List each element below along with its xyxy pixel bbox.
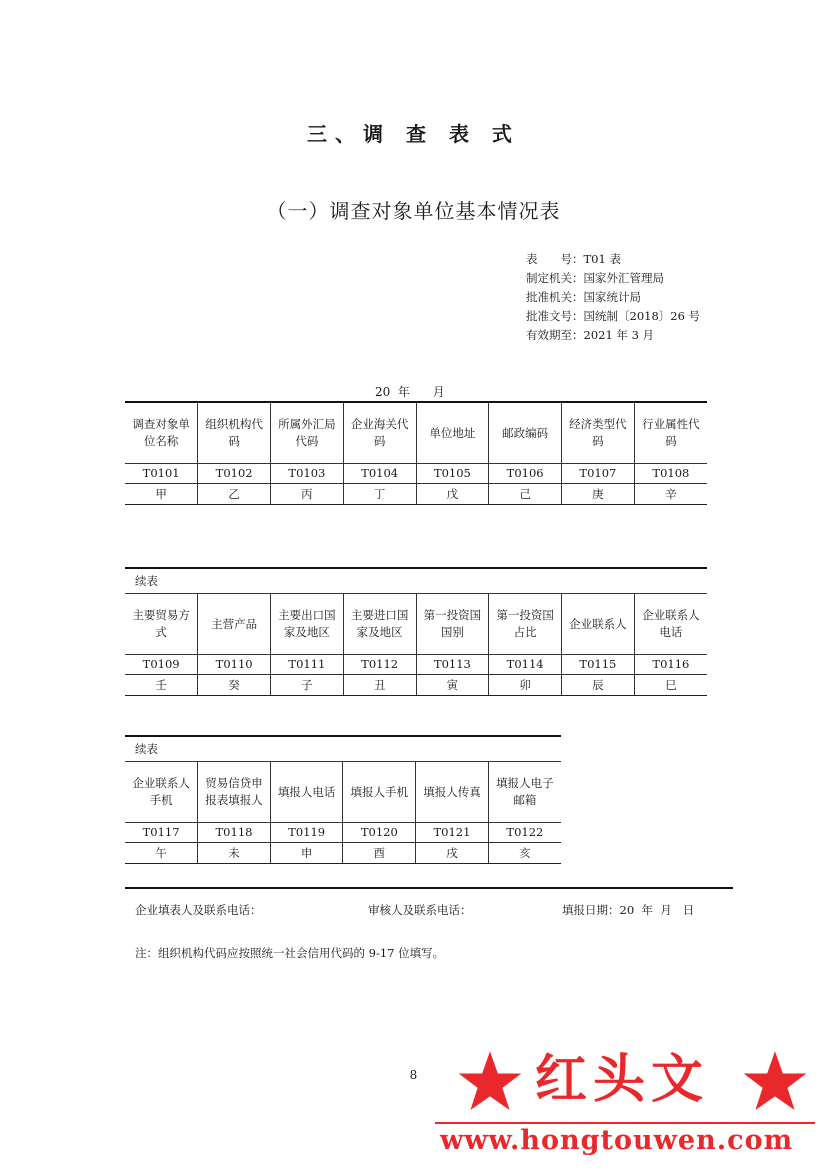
basic-info-table-3: [125, 737, 561, 864]
page-number: 8: [409, 1068, 418, 1082]
letter-cell: 申: [270, 843, 343, 864]
header-cell: 填报人电话: [270, 762, 343, 823]
header-cell: 企业海关代码: [343, 403, 416, 464]
letter-cell: 午: [125, 843, 198, 864]
code-cell: T0118: [198, 823, 271, 843]
meta-approval-number: 批准文号：国统制〔2018〕26 号: [526, 309, 701, 323]
letter-cell: 未: [198, 843, 271, 864]
code-cell: T0113: [416, 655, 489, 675]
continued-label: 续表: [125, 737, 561, 762]
code-cell: T0112: [343, 655, 416, 675]
meta-valid-until: 有效期至：2021 年 3 月: [526, 328, 655, 342]
code-cell: T0120: [343, 823, 416, 843]
header-cell: 主要贸易方式: [125, 594, 198, 655]
header-cell: 主要进口国家及地区: [343, 594, 416, 655]
section-title: 三、调 查 表 式: [307, 122, 520, 146]
letter-cell: 丑: [343, 675, 416, 696]
date-line: 20 年 月: [375, 385, 445, 399]
watermark-url: www.hongtouwen.com: [440, 1125, 794, 1156]
header-cell: 经济类型代码: [562, 403, 635, 464]
code-cell: T0111: [271, 655, 344, 675]
letter-cell: 庚: [562, 484, 635, 505]
letter-cell: 丁: [343, 484, 416, 505]
code-cell: T0108: [634, 464, 707, 484]
letter-cell: 辰: [562, 675, 635, 696]
header-cell: 组织机构代码: [198, 403, 271, 464]
letter-cell: 卯: [489, 675, 562, 696]
code-cell: T0117: [125, 823, 198, 843]
letter-cell: 子: [271, 675, 344, 696]
code-cell: T0116: [634, 655, 707, 675]
meta-issuing-authority: 制定机关：国家外汇管理局: [526, 271, 664, 285]
header-cell: 主营产品: [198, 594, 271, 655]
basic-info-table-2: [125, 569, 707, 696]
letter-cell: 酉: [343, 843, 416, 864]
signature-rule: [125, 887, 733, 889]
code-cell: T0104: [343, 464, 416, 484]
filler-contact-label: 企业填表人及联系电话：: [135, 903, 262, 917]
table-title: （一）调查对象单位基本情况表: [266, 199, 561, 223]
basic-info-table-1: [125, 403, 707, 505]
code-cell: T0115: [562, 655, 635, 675]
code-cell: T0119: [270, 823, 343, 843]
code-cell: T0103: [271, 464, 344, 484]
code-cell: T0110: [198, 655, 271, 675]
header-cell: 所属外汇局代码: [271, 403, 344, 464]
code-cell: T0101: [125, 464, 198, 484]
footnote: 注：组织机构代码应按照统一社会信用代码的 9-17 位填写。: [135, 946, 445, 960]
header-cell: 邮政编码: [489, 403, 562, 464]
header-cell: 第一投资国国别: [416, 594, 489, 655]
header-cell: 第一投资国占比: [489, 594, 562, 655]
meta-approving-authority: 批准机关：国家统计局: [526, 290, 641, 304]
code-cell: T0106: [489, 464, 562, 484]
continued-label: 续表: [125, 569, 707, 594]
code-cell: T0102: [198, 464, 271, 484]
watermark-rule: [435, 1122, 815, 1124]
fill-date-label: 填报日期：20 年 月 日: [562, 903, 695, 917]
letter-cell: 亥: [488, 843, 561, 864]
header-cell: 行业属性代码: [634, 403, 707, 464]
header-cell: 企业联系人手机: [125, 762, 198, 823]
letter-cell: 甲: [125, 484, 198, 505]
letter-cell: 丙: [271, 484, 344, 505]
letter-cell: 癸: [198, 675, 271, 696]
letter-cell: 戊: [416, 484, 489, 505]
form-metadata: [526, 250, 700, 345]
header-cell: 填报人传真: [416, 762, 489, 823]
watermark-star-left-icon: [455, 1050, 525, 1116]
code-cell: T0109: [125, 655, 198, 675]
letter-cell: 乙: [198, 484, 271, 505]
header-cell: 企业联系人: [562, 594, 635, 655]
letter-cell: 辛: [634, 484, 707, 505]
code-cell: T0122: [488, 823, 561, 843]
header-cell: 贸易信贷申报表填报人: [198, 762, 271, 823]
code-cell: T0114: [489, 655, 562, 675]
reviewer-contact-label: 审核人及联系电话：: [368, 903, 472, 917]
header-cell: 主要出口国家及地区: [271, 594, 344, 655]
letter-cell: 戌: [416, 843, 489, 864]
letter-cell: 己: [489, 484, 562, 505]
meta-form-number: 表 号：T01 表: [526, 252, 621, 266]
header-cell: 填报人电子邮箱: [488, 762, 561, 823]
letter-cell: 壬: [125, 675, 198, 696]
header-cell: 企业联系人电话: [634, 594, 707, 655]
watermark-logo-text: 红头文: [535, 1049, 710, 1110]
letter-cell: 寅: [416, 675, 489, 696]
header-cell: 调查对象单位名称: [125, 403, 198, 464]
code-cell: T0105: [416, 464, 489, 484]
header-cell: 填报人手机: [343, 762, 416, 823]
header-cell: 单位地址: [416, 403, 489, 464]
watermark-star-right-icon: [740, 1050, 810, 1116]
letter-cell: 巳: [634, 675, 707, 696]
code-cell: T0121: [416, 823, 489, 843]
code-cell: T0107: [562, 464, 635, 484]
